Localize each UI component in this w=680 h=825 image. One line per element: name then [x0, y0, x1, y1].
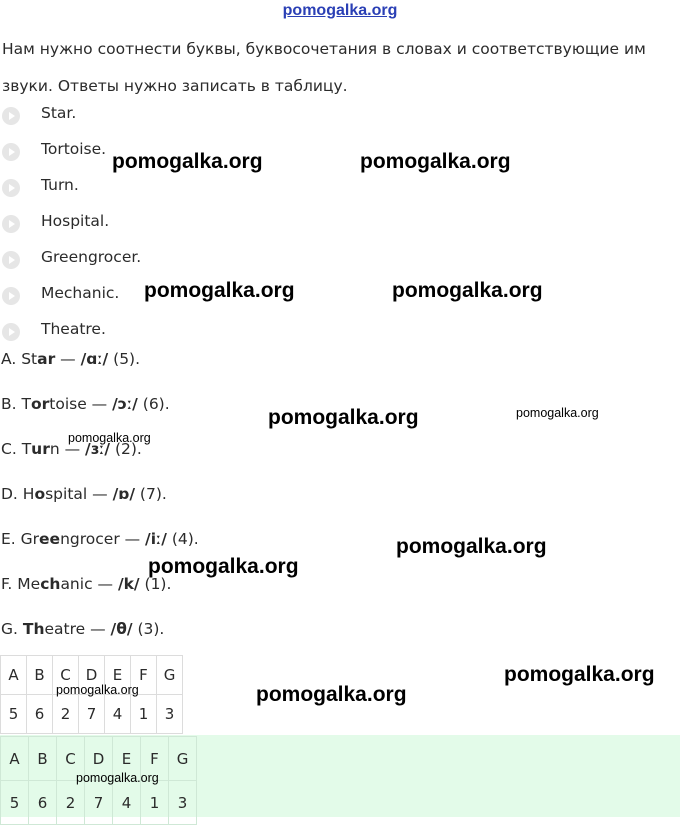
answer-word-highlight: ch — [40, 575, 61, 593]
table-value-cell: 2 — [53, 695, 79, 734]
table-values-row — [1, 695, 183, 734]
answer-letter: F. — [1, 575, 18, 593]
table-header-cell: G — [157, 656, 183, 695]
answer-word — [17, 575, 92, 593]
table-value-cell: 4 — [113, 781, 141, 825]
table-value-cell: 1 — [131, 695, 157, 734]
table-value-cell: 3 — [169, 781, 197, 825]
watermark-text: pomogalka.org — [268, 406, 419, 429]
list-item-word: Mechanic. — [41, 284, 120, 302]
answer-line — [1, 350, 140, 368]
answer-sound: /ɒ/ — [112, 485, 135, 503]
watermark-text: pomogalka.org — [360, 150, 511, 173]
answer-word-start: T — [21, 440, 32, 458]
list-item-word: Hospital. — [41, 212, 110, 230]
answer-letter: D. — [1, 485, 23, 503]
watermark-text: pomogalka.org — [396, 535, 547, 558]
watermark-text: pomogalka.org — [76, 771, 159, 785]
watermark-text: pomogalka.org — [56, 683, 139, 697]
answer-word-highlight: Th — [22, 620, 45, 638]
list-item-word: Star. — [41, 104, 77, 122]
site-title[interactable]: pomogalka.org — [282, 2, 398, 19]
answer-word-highlight: ur — [31, 440, 50, 458]
answer-dash: — — [92, 575, 118, 593]
answer-number: (5). — [108, 350, 141, 368]
answer-word-end: anic — [60, 575, 93, 593]
answer-word — [22, 440, 60, 458]
answer-number: (3). — [132, 620, 165, 638]
answer-word-end: toise — [49, 395, 87, 413]
list-item-word: Tortoise. — [41, 140, 107, 158]
table-value-cell: 4 — [105, 695, 131, 734]
watermark-text: pomogalka.org — [68, 431, 151, 445]
table-value-cell: 6 — [29, 781, 57, 825]
play-bullet-icon — [2, 143, 20, 161]
table-value-cell: 2 — [57, 781, 85, 825]
answer-line — [1, 485, 167, 503]
answer-word-start: Gr — [20, 530, 40, 548]
answer-word-start: St — [21, 350, 38, 368]
answer-sound: /iː/ — [145, 530, 167, 548]
answer-dash: — — [59, 440, 86, 458]
intro-text: Нам нужно соотнести буквы, буквосочетания в словах и соответствующие им звуки. Ответы нужно записать в таблицу. — [2, 40, 646, 95]
table-header-cell: F — [131, 656, 157, 695]
answer-line — [1, 575, 171, 593]
table-header-cell: C — [57, 737, 85, 781]
table-header-cell: A — [1, 656, 27, 695]
table-header-cell: B — [27, 656, 53, 695]
table-header-cell: D — [79, 656, 105, 695]
watermark-text: pomogalka.org — [148, 555, 299, 578]
table-value-cell: 3 — [157, 695, 183, 734]
table-header-cell: C — [53, 656, 79, 695]
answer-word — [21, 530, 120, 548]
play-bullet-icon — [2, 215, 20, 233]
table-value-cell: 1 — [141, 781, 169, 825]
answer-dash: — — [86, 395, 113, 413]
answer-word — [21, 350, 55, 368]
answer-number: (6). — [137, 395, 170, 413]
table-values-row — [1, 781, 197, 825]
play-bullet-icon — [2, 323, 20, 341]
table-value-cell: 6 — [27, 695, 53, 734]
answer-dash: — — [87, 485, 113, 503]
watermark-text: pomogalka.org — [504, 663, 655, 686]
answer-sound: /θ/ — [110, 620, 133, 638]
table-header-cell: D — [85, 737, 113, 781]
play-bullet-icon — [2, 287, 20, 305]
table-header-cell: E — [105, 656, 131, 695]
answer-number: (2). — [110, 440, 142, 458]
answer-line — [1, 620, 164, 638]
answer-line — [1, 395, 170, 413]
answer-word-highlight: ee — [39, 530, 61, 548]
answer-line — [1, 530, 199, 548]
answer-dash: — — [119, 530, 146, 548]
table-header-cell: E — [113, 737, 141, 781]
list-item-word: Theatre. — [41, 320, 106, 338]
play-bullet-icon — [2, 251, 20, 269]
answer-word-highlight: ar — [37, 350, 56, 368]
watermark-text: pomogalka.org — [256, 683, 407, 706]
answer-word — [23, 620, 85, 638]
answer-dash: — — [85, 620, 111, 638]
watermark-text: pomogalka.org — [516, 406, 599, 420]
answer-word-end: spital — [45, 485, 88, 503]
answer-sound: /k/ — [117, 575, 140, 593]
answer-word-start: H — [22, 485, 35, 503]
answer-letter: G. — [1, 620, 23, 638]
watermark-text: pomogalka.org — [392, 279, 543, 302]
answer-letter: A. — [1, 350, 22, 368]
answer-letter: E. — [1, 530, 21, 548]
table-value-cell: 7 — [79, 695, 105, 734]
table-header-cell: A — [1, 737, 29, 781]
play-bullet-icon — [2, 107, 20, 125]
answer-number: (1). — [139, 575, 172, 593]
answer-word-highlight: or — [30, 395, 50, 413]
answer-letter: B. — [1, 395, 22, 413]
answer-word — [22, 395, 87, 413]
list-item-word: Turn. — [41, 176, 79, 194]
watermark-text: pomogalka.org — [112, 150, 263, 173]
table-header-cell: G — [169, 737, 197, 781]
table-value-cell: 7 — [85, 781, 113, 825]
watermark-text: pomogalka.org — [144, 279, 295, 302]
table-value-cell: 5 — [1, 695, 27, 734]
answer-sound: /ɔː/ — [112, 395, 138, 413]
answer-sound: /ɑː/ — [80, 350, 109, 368]
answer-word-end: n — [49, 440, 60, 458]
list-item-word: Greengrocer. — [41, 248, 142, 266]
answer-dash: — — [55, 350, 81, 368]
answer-sound: /ɜː/ — [85, 440, 111, 458]
answer-word-highlight: o — [34, 485, 46, 503]
answer-word — [23, 485, 87, 503]
answer-word-start: T — [21, 395, 31, 413]
table-value-cell: 5 — [1, 781, 29, 825]
answer-letter: C. — [1, 440, 22, 458]
answer-number: (7). — [135, 485, 167, 503]
answer-word-start: Me — [17, 575, 41, 593]
table-header-cell: F — [141, 737, 169, 781]
answer-word-end: eatre — [44, 620, 86, 638]
table-header-cell: B — [29, 737, 57, 781]
answer-word-end: ngrocer — [60, 530, 120, 548]
answer-number: (4). — [166, 530, 199, 548]
play-bullet-icon — [2, 179, 20, 197]
